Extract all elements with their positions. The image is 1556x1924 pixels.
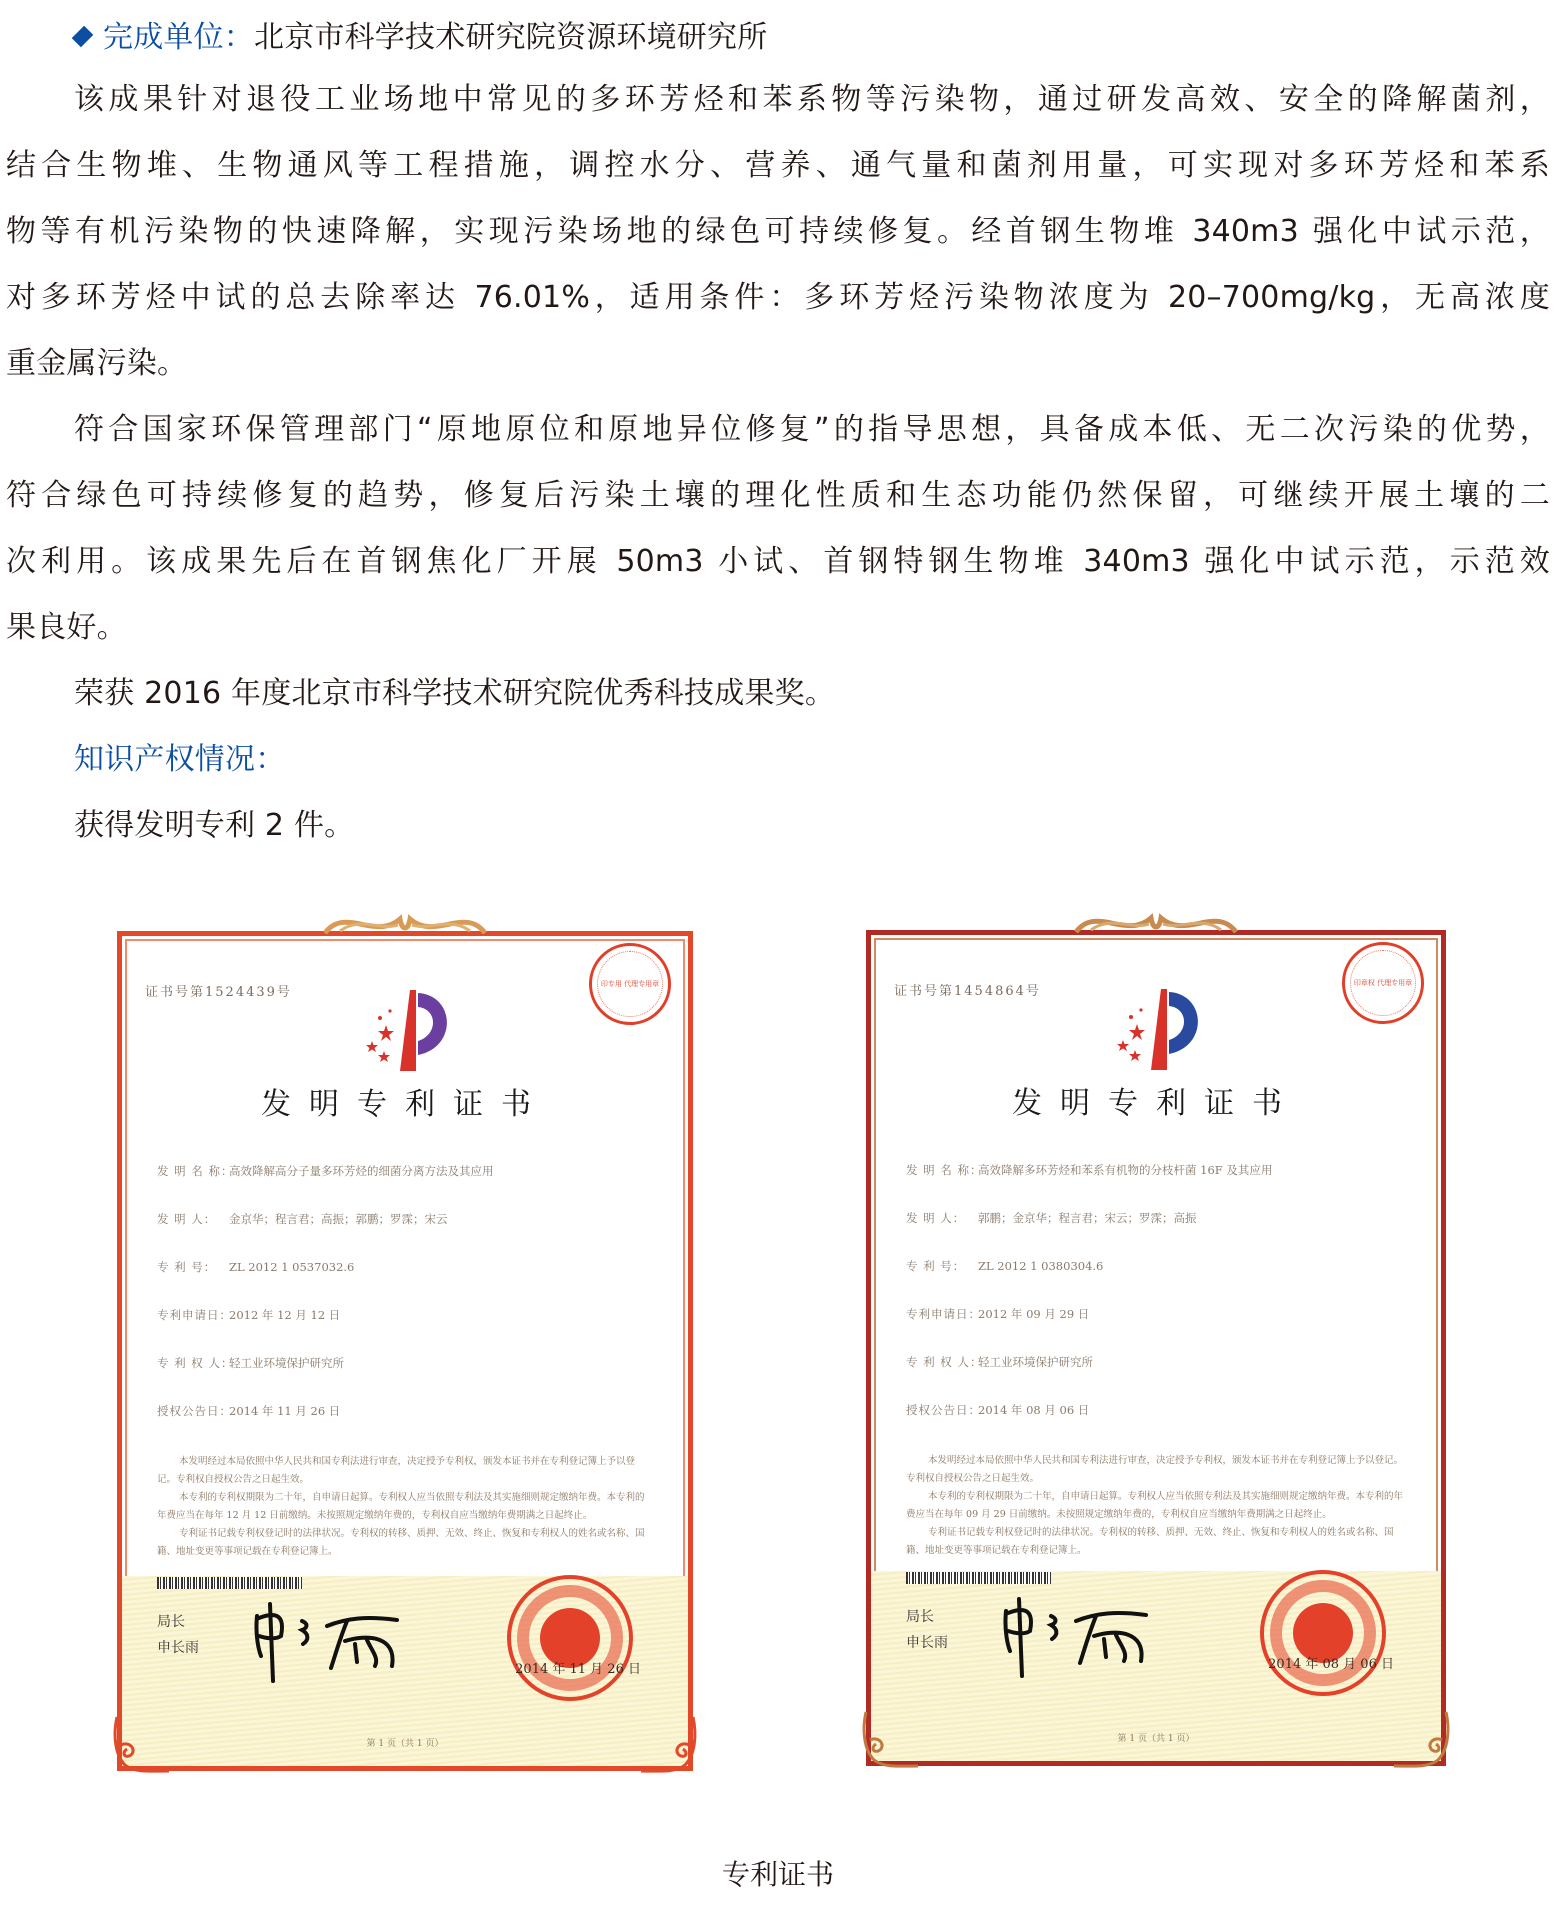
application-date: 2012 年 12 月 12 日 [229, 1308, 341, 1322]
director-name: 申长雨 [157, 1640, 199, 1656]
completion-unit [74, 16, 1556, 60]
field-label: 发 明 名 称： [906, 1163, 983, 1177]
figure-caption: 专利证书 [721, 1858, 834, 1891]
agency-stamp: 印专用 代理专用章 [589, 943, 671, 1025]
seal-date: 2014 年 08 月 06 日 [1268, 1657, 1394, 1672]
paragraph-line: 符合绿色可持续修复的趋势，修复后污染土壤的理化性质和生态功能仍然保留，可继续开展土壤的二 [6, 478, 1550, 513]
inventors: 郭鹏；金京华；程言君；宋云；罗霂；高振 [978, 1211, 1197, 1225]
award-text: 荣获 2016 年度北京市科学技术研究院优秀科技成果奖。 [74, 676, 836, 711]
ip-text: 获得发明专利 2 件。 [74, 808, 355, 843]
certificate-body [906, 1452, 1406, 1560]
certificate-title: 发明专利证书 [1012, 1086, 1300, 1121]
patent-number: ZL 2012 1 0380304.6 [978, 1259, 1104, 1273]
ornament-icon [320, 901, 490, 943]
corner-ornament-icon [1392, 1710, 1452, 1770]
invention-name: 高效降解高分子量多环芳烃的细菌分离方法及其应用 [229, 1164, 494, 1178]
field-label: 发 明 人： [906, 1211, 966, 1225]
signature-icon [247, 1596, 407, 1686]
patent-certificate-1 [117, 931, 693, 1771]
seal-date: 2014 年 11 月 26 日 [515, 1662, 641, 1677]
body-paragraph: 本专利的专利权期限为二十年，自申请日起算。专利权人应当依照专利法及其实施细则规定缴纳年费。本专利的年费应当在每年 09 月 29 日前缴纳。未按照规定缴纳年费的，专利权自应当缴纳年费期满之日起终止。 [906, 1491, 1404, 1520]
sipo-logo-icon [1101, 984, 1211, 1074]
director-title: 局长 [906, 1609, 934, 1625]
body-paragraph: 本发明经过本局依照中华人民共和国专利法进行审查，决定授予专利权，颁发本证书并在专利登记簿上予以登记。专利权自授权公告之日起生效。 [157, 1456, 636, 1485]
barcode [157, 1577, 302, 1589]
patent-certificate-2 [866, 930, 1446, 1766]
grant-date: 2014 年 08 月 06 日 [978, 1403, 1090, 1417]
ip-heading: 知识产权情况： [74, 742, 286, 777]
corner-ornament-icon [639, 1715, 699, 1775]
inventors: 金京华；程言君；高振；郭鹏；罗霂；宋云 [229, 1212, 448, 1226]
unit-value: 北京市科学技术研究院资源环境研究所 [254, 20, 768, 55]
director-name: 申长雨 [906, 1635, 948, 1651]
barcode [906, 1572, 1051, 1584]
body-paragraph: 专利证书记载专利权登记时的法律状况。专利权的转移、质押、无效、终止、恢复和专利权人的姓名或名称、国籍、地址变更等事项记载在专利登记簿上。 [157, 1528, 645, 1557]
body-paragraph: 本发明经过本局依照中华人民共和国专利法进行审查，决定授予专利权，颁发本证书并在专利登记簿上予以登记。专利权自授权公告之日起生效。 [906, 1455, 1404, 1484]
official-seal [1260, 1570, 1386, 1696]
signature-icon [996, 1591, 1156, 1681]
page-number: 第 1 页（共 1 页） [1117, 1734, 1195, 1744]
sipo-logo-icon [350, 985, 460, 1075]
field-label: 专利申请日： [157, 1308, 232, 1322]
patent-holder: 轻工业环境保护研究所 [229, 1356, 344, 1370]
paragraph-line: 符合国家环保管理部门“原地原位和原地异位修复”的指导思想，具备成本低、无二次污染的优势， [74, 412, 1550, 447]
director-title: 局长 [157, 1614, 185, 1630]
paragraph-line: 重金属污染。 [6, 346, 188, 381]
diamond-bullet-icon [72, 26, 94, 48]
paragraph-line: 次利用。该成果先后在首钢焦化厂开展 50m3 小试、首钢特钢生物堆 340m3 强化中试示范，示范效 [6, 544, 1550, 579]
field-label: 发 明 名 称： [157, 1164, 234, 1178]
paragraph-line: 该成果针对退役工业场地中常见的多环芳烃和苯系物等污染物，通过研发高效、安全的降解菌剂， [74, 82, 1550, 117]
grant-date: 2014 年 11 月 26 日 [229, 1404, 341, 1418]
field-label: 专 利 号： [906, 1259, 966, 1273]
director-block [906, 1604, 948, 1656]
body-paragraph: 本专利的专利权期限为二十年，自申请日起算。专利权人应当依照专利法及其实施细则规定缴纳年费。本专利的年费应当在每年 12 月 12 日前缴纳。未按照规定缴纳年费的，专利权自应当缴纳年费期满之日起终止。 [157, 1492, 645, 1521]
field-label: 授权公告日： [157, 1404, 232, 1418]
certificate-body [157, 1453, 653, 1561]
certificate-number: 证书号第1524439号 [145, 985, 292, 1000]
application-date: 2012 年 09 月 29 日 [978, 1307, 1090, 1321]
paragraph-line: 对多环芳烃中试的总去除率达 76.01%，适用条件：多环芳烃污染物浓度为 20–700mg/kg，无高浓度 [6, 280, 1550, 315]
certificate-fields [157, 1163, 663, 1451]
corner-ornament-icon [860, 1710, 920, 1770]
agency-stamp: 印章权 代理专用章 [1342, 942, 1424, 1024]
certificate-fields [906, 1162, 1416, 1450]
field-label: 发 明 人： [157, 1212, 217, 1226]
paragraph-line: 结合生物堆、生物通风等工程措施，调控水分、营养、通气量和菌剂用量，可实现对多环芳烃和苯系 [6, 148, 1550, 183]
invention-name: 高效降解多环芳烃和苯系有机物的分枝杆菌 16F 及其应用 [978, 1163, 1273, 1177]
paragraph-line: 物等有机污染物的快速降解，实现污染场地的绿色可持续修复。经首钢生物堆 340m3 强化中试示范， [6, 214, 1550, 249]
body-paragraph: 专利证书记载专利权登记时的法律状况。专利权的转移、质押、无效、终止、恢复和专利权人的姓名或名称、国籍、地址变更等事项记载在专利登记簿上。 [906, 1527, 1394, 1556]
unit-label: 完成单位： [103, 20, 254, 55]
official-seal [507, 1575, 633, 1701]
certificate-number: 证书号第1454864号 [894, 984, 1041, 999]
ornament-icon [1071, 900, 1241, 942]
certificate-title: 发明专利证书 [261, 1087, 549, 1122]
paragraph-line: 果良好。 [6, 610, 127, 645]
field-label: 授权公告日： [906, 1403, 981, 1417]
field-label: 专利申请日： [906, 1307, 981, 1321]
director-block [157, 1609, 199, 1661]
field-label: 专 利 权 人： [906, 1355, 983, 1369]
corner-ornament-icon [111, 1715, 171, 1775]
patent-number: ZL 2012 1 0537032.6 [229, 1260, 355, 1274]
page-number: 第 1 页（共 1 页） [366, 1739, 444, 1749]
field-label: 专 利 号： [157, 1260, 217, 1274]
patent-holder: 轻工业环境保护研究所 [978, 1355, 1093, 1369]
field-label: 专 利 权 人： [157, 1356, 234, 1370]
